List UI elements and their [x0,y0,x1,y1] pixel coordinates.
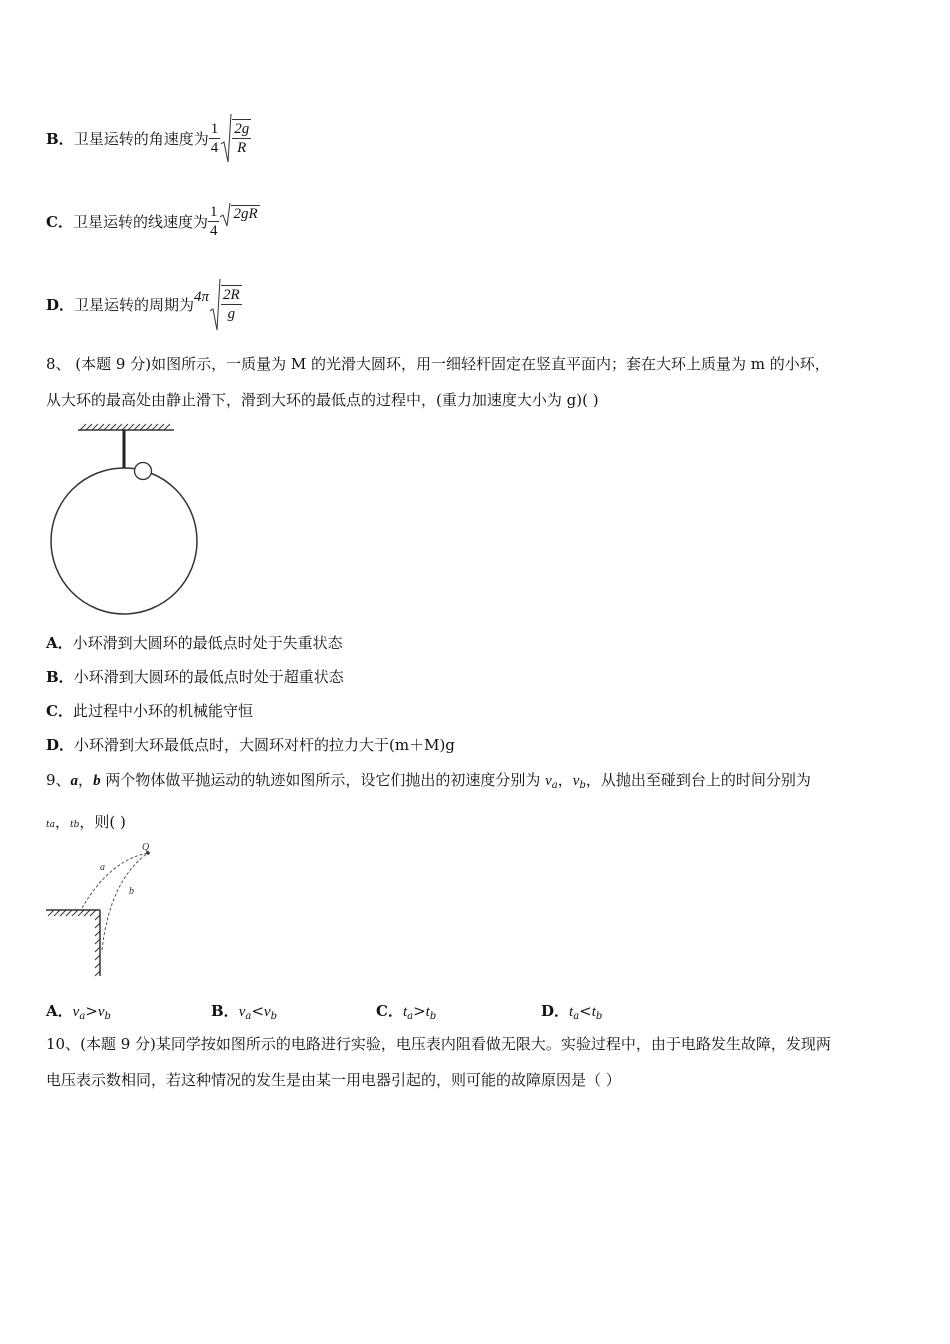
q9-stem [46,762,908,843]
q8-option-d [46,728,455,762]
fraction-numerator: 1 [209,203,218,220]
option-lhs: t [569,1004,574,1020]
label-b: b [129,886,134,897]
option-rhs-sub: b [595,1011,603,1022]
option-letter: B． [46,129,74,148]
sqrt-symbol [220,112,251,164]
var-v: v [572,773,580,789]
option-lhs-sub: a [407,1011,414,1022]
option-letter: A． [46,1002,73,1020]
q8-option-a [46,626,455,660]
fraction-denominator: 4 [210,139,219,156]
subscript-b: b [579,780,586,791]
q10-stem-line: 电压表示数相同，若这种情况的发生是由某一用电器引起的，则可能的故障原因是（ ） [46,1071,621,1089]
option-rhs: v [97,1004,105,1020]
var-a: a [70,773,79,789]
option-rhs-sub: b [104,1011,111,1022]
radical-sign-icon [209,277,221,331]
q8-option-b [46,660,455,694]
option-text: 卫星运转的线速度为 [72,212,208,231]
fraction-numerator: 1 [210,120,219,137]
sqrt-denominator: g [227,306,236,322]
option-letter: A． [46,634,73,652]
coefficient: 4π [194,288,210,305]
label-a: a [100,862,105,873]
separator: ， [78,771,94,789]
option-letter: B． [46,668,74,686]
q7-option-b [46,100,251,176]
stem-text: 两个物体做平抛运动的轨迹如图所示，设它们抛出的初速度分别为 [100,771,546,789]
q8-stem-line: 从大环的最高处由静止滑下，滑到大环的最低点的过程中，(重力加速度大小为 g)( ) [46,391,599,409]
option-lhs: v [238,1004,246,1020]
q9-stem-line [46,762,908,804]
fraction [209,120,221,157]
option-op: > [85,1002,98,1020]
platform-hatch [48,910,96,916]
option-text: 卫星运转的角速度为 [73,129,209,148]
sqrt-numerator: 2g [234,121,250,137]
option-text: 小环滑到大圆环的最低点时处于失重状态 [72,634,343,652]
stem-text: ，则( ) [79,813,126,831]
option-letter: D． [46,736,75,754]
option-letter: C． [46,212,73,231]
option-lhs-sub: a [245,1011,252,1022]
option-text: 小环滑到大圆环的最低点时处于超重状态 [73,668,344,686]
big-ring [51,468,197,614]
option-op: < [251,1002,264,1020]
var-b: b [93,773,101,789]
option-lhs-sub: a [79,1011,86,1022]
fraction [208,203,220,240]
q8-stem [46,346,908,418]
stem-text: ，从抛出至碰到台上的时间分别为 [585,771,811,789]
sqrt-symbol [219,201,259,227]
q7-option-d [46,268,242,340]
fraction-denominator: 4 [209,222,218,239]
radical-sign-icon [219,201,231,227]
sqrt-fraction [232,119,251,157]
q9-stem-line [46,804,908,843]
sqrt-denominator: R [237,140,247,156]
option-op: < [579,1002,592,1020]
sqrt-body: 2gR [233,206,258,222]
q8-stem-line: 8、 (本题 9 分)如图所示，一质量为 M 的光滑大圆环，用一细轻杆固定在竖直平面内；套在大环上质量为 m 的小环， [46,355,830,373]
option-letter: D． [46,295,75,314]
option-lhs-sub: a [573,1011,580,1022]
sqrt-symbol [209,277,242,331]
option-rhs: t [591,1004,596,1020]
q9-trajectory-figure [46,840,176,980]
question-number: 9、 [46,771,71,789]
option-letter: C． [46,702,73,720]
q8-option-c [46,694,455,728]
option-text: 此过程中小环的机械能守恒 [72,702,253,720]
option-lhs: t [402,1004,408,1020]
separator: ， [54,813,70,831]
option-text: 卫星运转的周期为 [74,295,195,314]
option-op: > [413,1002,426,1020]
option-rhs-sub: b [270,1011,277,1022]
option-lhs: v [72,1004,80,1020]
subscript-a: a [551,780,558,791]
option-text: 小环滑到大环最低点时，大圆环对杆的拉力大于(m＋M)g [74,736,455,754]
option-letter: B． [211,1002,239,1020]
q10-stem [46,1026,908,1098]
var-v: v [545,773,552,789]
var-tb: tb [70,820,80,830]
option-rhs: t [425,1004,430,1020]
var-ta: ta [46,820,55,830]
ceiling-hatch [80,424,170,430]
q8-ring-figure [46,422,206,618]
option-rhs-sub: b [429,1011,437,1022]
separator: ， [557,771,573,789]
option-rhs: v [263,1004,271,1020]
trajectory-b [102,853,148,950]
sqrt-numerator: 2R [223,287,240,303]
q10-stem-line: 10、(本题 9 分)某同学按如图所示的电路进行实验，电压表内阻看做无限大。实验过程中，由于电路发生故障，发现两 [46,1035,831,1053]
option-letter: D． [541,1002,570,1020]
label-q: Q [142,842,150,853]
option-letter: C． [376,1002,403,1020]
q8-options [46,626,455,762]
radical-sign-icon [220,112,232,164]
small-ring [135,463,152,480]
q7-option-c [46,186,260,256]
sqrt-fraction [221,285,242,323]
